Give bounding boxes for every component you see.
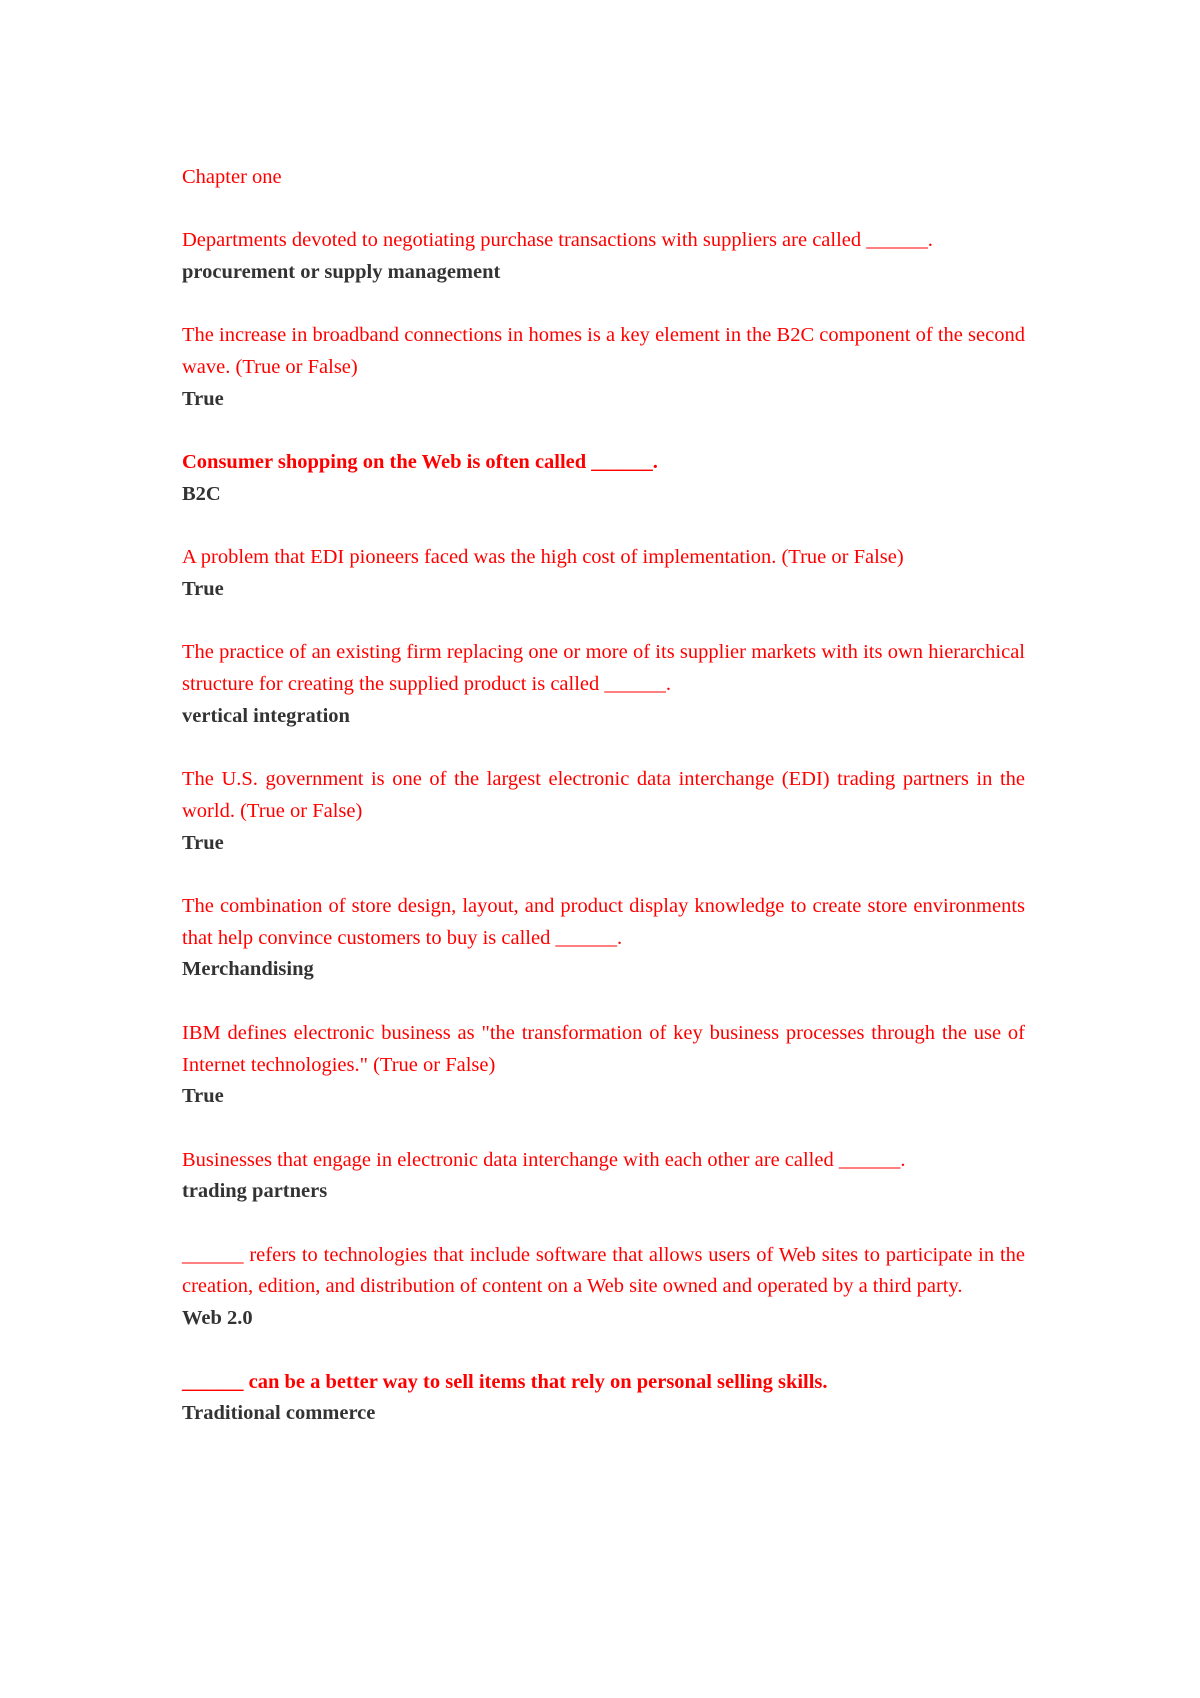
chapter-heading: Chapter one — [182, 166, 282, 188]
answer-text: Traditional commerce — [182, 1402, 376, 1425]
question-text: A problem that EDI pioneers faced was the high cost of implementation. (True or False) — [182, 546, 904, 569]
answer-text: True — [182, 578, 224, 601]
qa-item — [182, 1240, 1025, 1335]
answer-text: vertical integration — [182, 704, 350, 727]
qa-item — [182, 891, 1025, 986]
answer-text: True — [182, 387, 224, 410]
answer-text: Web 2.0 — [182, 1307, 253, 1330]
qa-item — [182, 447, 1025, 510]
qa-item — [182, 225, 1025, 288]
answer-text: trading partners — [182, 1180, 328, 1203]
answer-text: Merchandising — [182, 958, 314, 981]
question-text: The increase in broadband connections in homes is a key element in the B2C component of the second wave. (True or False) — [182, 324, 1025, 379]
qa-item — [182, 1018, 1025, 1113]
question-text: ______ can be a better way to sell items that rely on personal selling skills. — [182, 1370, 828, 1393]
question-text: The practice of an existing firm replacing one or more of its supplier markets with its own hierarchical structure for creating the supplied product is called ______. — [182, 641, 1025, 696]
document-page — [182, 162, 1025, 1462]
qa-item — [182, 542, 1025, 605]
question-text: ______ refers to technologies that include software that allows users of Web sites to participate in the creation, edition, and distribution of content on a Web site owned and operated by a third party. — [182, 1243, 1025, 1298]
question-text: The combination of store design, layout, and product display knowledge to create store environments that help convince customers to buy is called ______. — [182, 895, 1025, 949]
answer-text: True — [182, 1085, 224, 1108]
question-text: Consumer shopping on the Web is often called ______. — [182, 451, 658, 474]
qa-item — [182, 637, 1025, 732]
question-text: Departments devoted to negotiating purchase transactions with suppliers are called ______. — [182, 229, 933, 252]
answer-text: procurement or supply management — [182, 261, 501, 284]
question-text: Businesses that engage in electronic data interchange with each other are called ______. — [182, 1148, 906, 1171]
answer-text: B2C — [182, 482, 221, 505]
answer-text: True — [182, 831, 224, 854]
qa-item — [182, 320, 1025, 415]
qa-item — [182, 764, 1025, 859]
qa-item — [182, 1367, 1025, 1430]
question-text: IBM defines electronic business as "the transformation of key business processes through the use of Internet technologies." (True or False) — [182, 1021, 1025, 1076]
qa-item — [182, 1145, 1025, 1208]
question-text: The U.S. government is one of the largest electronic data interchange (EDI) trading partners in the world. (True or False) — [182, 768, 1025, 822]
